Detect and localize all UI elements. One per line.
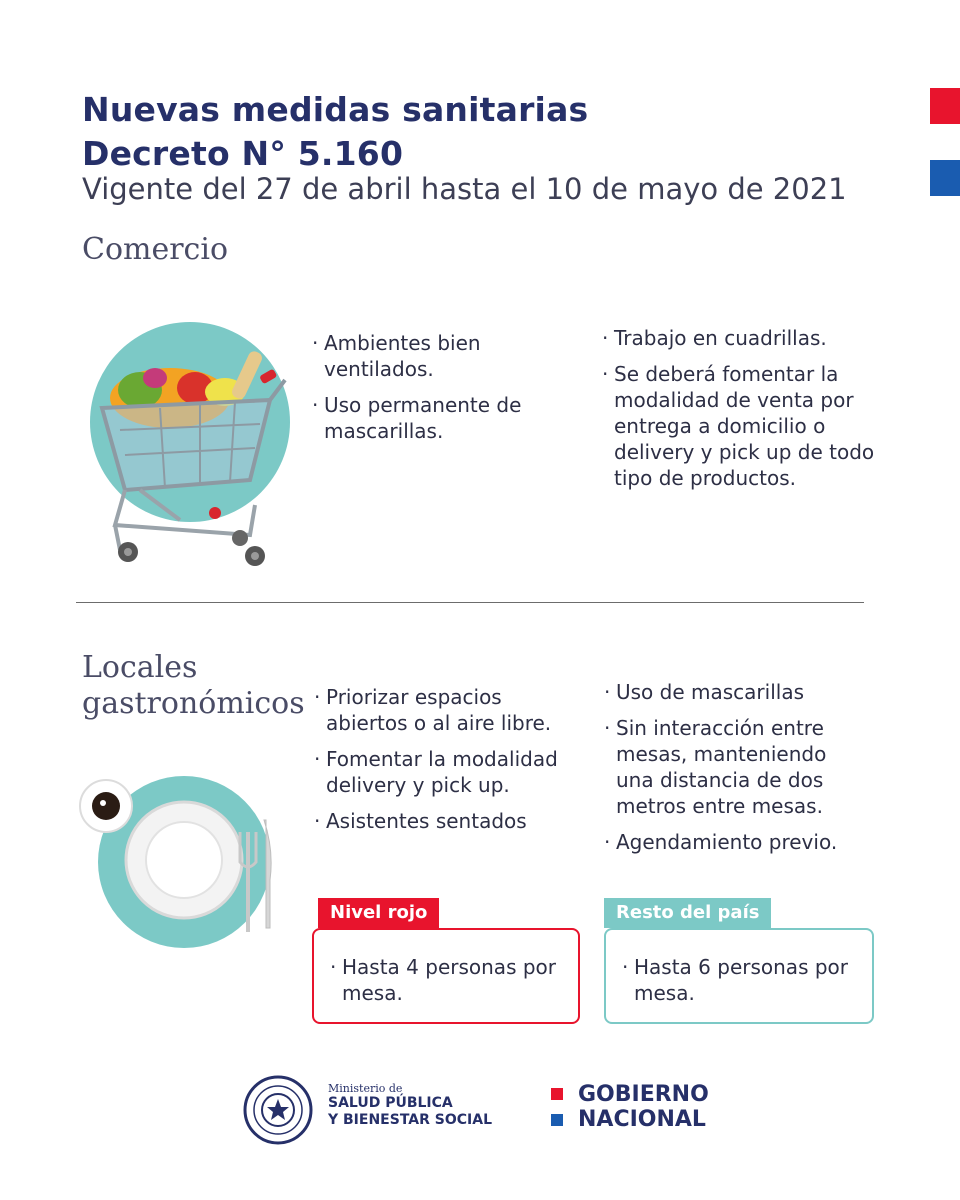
list-item: · Se deberá fomentar la modalidad de venta por entrega a domicilio o delivery y pick up de todo tipo de productos.: [602, 361, 877, 491]
list-item: · Sin interacción entre mesas, manteniendo una distancia de dos metros entre mesas.: [604, 715, 869, 819]
section-heading-comercio: Comercio: [82, 232, 229, 267]
gastronomia-list-1: [314, 684, 574, 844]
gov-logo-red-square: [551, 1088, 563, 1100]
nivel-rojo-box: [312, 928, 580, 1024]
list-item: · Asistentes sentados: [314, 808, 574, 834]
nivel-rojo-text: · Hasta 4 personas por mesa.: [330, 954, 560, 1006]
heading-line-1: Locales: [82, 650, 198, 685]
flag-blue-block: [930, 160, 960, 196]
gov-logo-text: [578, 1082, 709, 1132]
list-item: · Uso de mascarillas: [604, 679, 869, 705]
ministry-line-1: SALUD PÚBLICA: [328, 1095, 453, 1111]
resto-pais-box: [604, 928, 874, 1024]
page-subtitle: Vigente del 27 de abril hasta el 10 de mayo de 2021: [82, 172, 847, 206]
list-item: · Uso permanente de mascarillas.: [312, 392, 562, 444]
list-item: · Trabajo en cuadrillas.: [602, 325, 877, 351]
resto-pais-tag: Resto del país: [604, 898, 771, 928]
list-item: · Priorizar espacios abiertos o al aire libre.: [314, 684, 574, 736]
gastronomia-list-2: [604, 679, 869, 865]
ministry-small-text: Ministerio de: [328, 1082, 403, 1095]
flag-red-block: [930, 88, 960, 124]
gov-line-1: GOBIERNO: [578, 1082, 709, 1107]
national-seal-logo: [240, 1075, 316, 1145]
resto-pais-text: · Hasta 6 personas por mesa.: [622, 954, 852, 1006]
section-divider: [76, 602, 864, 603]
list-item: · Agendamiento previo.: [604, 829, 869, 855]
title-line-1: Nuevas medidas sanitarias: [82, 90, 589, 129]
plate-cutlery-icon: [72, 770, 292, 950]
ministry-logo-text: [328, 1082, 492, 1129]
title-line-2: Decreto N° 5.160: [82, 134, 404, 173]
nivel-rojo-tag: Nivel rojo: [318, 898, 439, 928]
heading-line-2: gastronómicos: [82, 686, 305, 721]
comercio-list-1: [312, 330, 562, 454]
ministry-line-2: Y BIENESTAR SOCIAL: [328, 1112, 492, 1128]
gov-line-2: NACIONAL: [578, 1107, 706, 1132]
list-item: · Fomentar la modalidad delivery y pick up.: [314, 746, 574, 798]
section-heading-gastronomia: [82, 650, 305, 722]
gov-logo-blue-square: [551, 1114, 563, 1126]
list-item: · Ambientes bien ventilados.: [312, 330, 562, 382]
shopping-cart-icon: [80, 320, 300, 580]
comercio-list-2: [602, 325, 877, 501]
page-title: [82, 88, 588, 176]
